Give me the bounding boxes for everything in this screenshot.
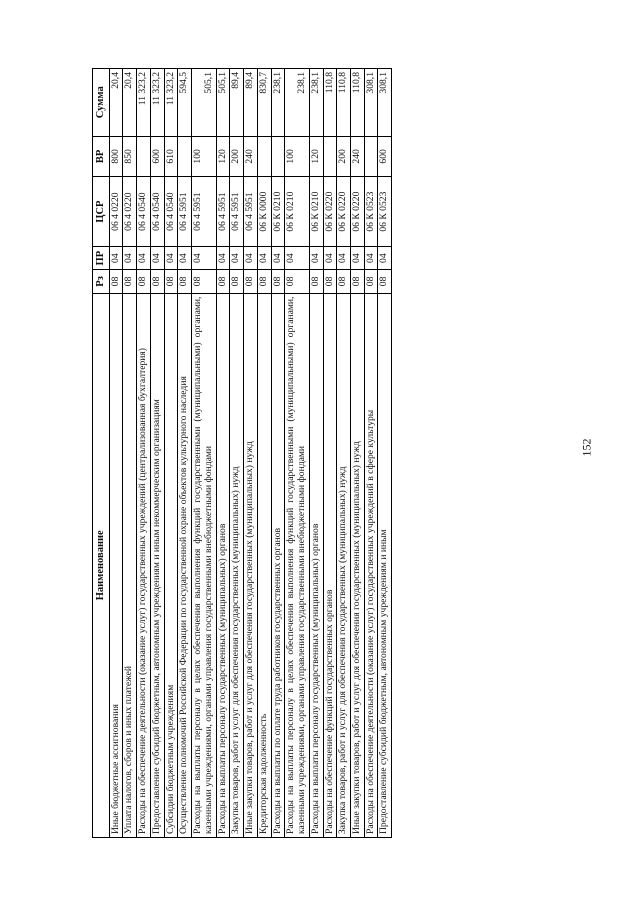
cell-vr [178, 136, 192, 177]
cell-sum: 830,7 [257, 69, 271, 137]
cell-rz: 08 [257, 270, 271, 293]
cell-rz: 08 [244, 270, 258, 293]
cell-name: Иные бюджетные ассигнования [109, 293, 123, 837]
cell-sum: 238,1 [309, 69, 323, 137]
cell-sum: 110,8 [350, 69, 364, 137]
cell-csr: 06 4 0220 [123, 177, 137, 247]
cell-vr: 240 [244, 136, 258, 177]
cell-pr: 04 [350, 247, 364, 270]
cell-rz: 08 [364, 270, 378, 293]
cell-sum: 20,4 [123, 69, 137, 137]
cell-rz: 08 [137, 270, 151, 293]
cell-rz: 08 [378, 270, 392, 293]
cell-name: Расходы на обеспечение деятельности (оказание услуг) государственных учреждений в сфере культуры [364, 293, 378, 837]
cell-name: Закупка товаров, работ и услуг для обеспечения государственных (муниципальных) нужд [337, 293, 351, 837]
cell-name: Иные закупки товаров, работ и услуг для обеспечения государственных (муниципальных) нужд [244, 293, 258, 837]
cell-name: Расходы на обеспечение функций государственных органов [323, 293, 337, 837]
cell-csr: 06 4 5951 [178, 177, 192, 247]
header-pr: ПР [93, 247, 110, 270]
header-vr: ВР [93, 136, 110, 177]
table-row [109, 69, 123, 838]
cell-csr: 06 К 0220 [350, 177, 364, 247]
cell-sum: 308,1 [364, 69, 378, 137]
table-row [350, 69, 364, 838]
table-row [216, 69, 230, 838]
cell-name: Расходы на выплаты по оплате труда работников государственных органов [271, 293, 285, 837]
cell-pr: 04 [123, 247, 137, 270]
table-row [230, 69, 244, 838]
table-row [378, 69, 392, 838]
table-header-row [93, 69, 110, 838]
cell-rz: 08 [337, 270, 351, 293]
cell-vr: 200 [230, 136, 244, 177]
cell-sum: 11 323,2 [137, 69, 151, 137]
cell-csr: 06 4 5951 [244, 177, 258, 247]
cell-pr: 04 [178, 247, 192, 270]
cell-csr: 06 4 0220 [109, 177, 123, 247]
cell-csr: 06 4 5951 [216, 177, 230, 247]
cell-name: Субсидии бюджетным учреждениям [164, 293, 178, 837]
cell-csr: 06 К 0523 [364, 177, 378, 247]
cell-pr: 04 [323, 247, 337, 270]
table-row [323, 69, 337, 838]
table-row [309, 69, 323, 838]
cell-sum: 110,8 [323, 69, 337, 137]
cell-csr: 06 К 0210 [285, 177, 309, 247]
cell-name: Расходы на выплаты персоналу государственных (муниципальных) органов [216, 293, 230, 837]
cell-pr: 04 [364, 247, 378, 270]
cell-csr: 06 4 5951 [192, 177, 216, 247]
header-rz: Рз [93, 270, 110, 293]
cell-sum: 505,1 [192, 69, 216, 137]
cell-name: Расходы на обеспечение деятельности (оказание услуг) государственных учреждений (централизованная бухгалтерия) [137, 293, 151, 837]
cell-name: Расходы на выплаты персоналу в целях обеспечения выполнения функций государственными (муниципальными) органами, казенными учреждениями, органами управления государственными внебюджетными фондами [285, 293, 309, 837]
cell-csr: 06 4 5951 [230, 177, 244, 247]
table-row [123, 69, 137, 838]
cell-rz: 08 [109, 270, 123, 293]
cell-csr: 06 К 0220 [323, 177, 337, 247]
cell-pr: 04 [192, 247, 216, 270]
cell-rz: 08 [271, 270, 285, 293]
table-row [364, 69, 378, 838]
cell-pr: 04 [285, 247, 309, 270]
table-row [271, 69, 285, 838]
cell-sum: 11 323,2 [150, 69, 164, 137]
cell-vr [271, 136, 285, 177]
cell-csr: 06 К 0210 [309, 177, 323, 247]
cell-sum: 594,5 [178, 69, 192, 137]
cell-vr: 240 [350, 136, 364, 177]
table-body [109, 69, 391, 838]
cell-pr: 04 [271, 247, 285, 270]
cell-rz: 08 [178, 270, 192, 293]
cell-pr: 04 [257, 247, 271, 270]
cell-rz: 08 [164, 270, 178, 293]
cell-rz: 08 [192, 270, 216, 293]
cell-rz: 08 [285, 270, 309, 293]
cell-vr: 850 [123, 136, 137, 177]
cell-vr: 600 [378, 136, 392, 177]
table-row [337, 69, 351, 838]
cell-csr: 06 4 0540 [150, 177, 164, 247]
cell-csr: 06 4 0540 [164, 177, 178, 247]
cell-csr: 06 4 0540 [137, 177, 151, 247]
cell-rz: 08 [123, 270, 137, 293]
cell-vr: 120 [309, 136, 323, 177]
cell-vr: 200 [337, 136, 351, 177]
cell-name: Предоставление субсидий бюджетным, автономным учреждениям и иным [378, 293, 392, 837]
cell-name: Расходы на выплаты персоналу государственных (муниципальных) органов [309, 293, 323, 837]
cell-name: Иные закупки товаров, работ и услуг для обеспечения государственных (муниципальных) нужд [350, 293, 364, 837]
budget-table [92, 68, 392, 838]
cell-rz: 08 [216, 270, 230, 293]
cell-vr [257, 136, 271, 177]
cell-vr [323, 136, 337, 177]
cell-sum: 238,1 [271, 69, 285, 137]
table-row [150, 69, 164, 838]
cell-csr: 06 К 0210 [271, 177, 285, 247]
header-csr: ЦСР [93, 177, 110, 247]
cell-rz: 08 [323, 270, 337, 293]
cell-pr: 04 [150, 247, 164, 270]
table-row [178, 69, 192, 838]
header-name: Наименование [93, 293, 110, 837]
cell-sum: 238,1 [285, 69, 309, 137]
cell-sum: 110,8 [337, 69, 351, 137]
cell-rz: 08 [230, 270, 244, 293]
cell-sum: 89,4 [244, 69, 258, 137]
cell-rz: 08 [309, 270, 323, 293]
cell-vr: 800 [109, 136, 123, 177]
cell-pr: 04 [109, 247, 123, 270]
cell-rz: 08 [150, 270, 164, 293]
cell-name: Предоставление субсидий бюджетным, автономным учреждениям и иным некоммерческим организациям [150, 293, 164, 837]
cell-pr: 04 [309, 247, 323, 270]
cell-vr: 120 [216, 136, 230, 177]
cell-rz: 08 [350, 270, 364, 293]
cell-sum: 20,4 [109, 69, 123, 137]
cell-csr: 06 К 0220 [337, 177, 351, 247]
cell-name: Кредиторская задолженность [257, 293, 271, 837]
cell-pr: 04 [137, 247, 151, 270]
cell-name: Осуществление полномочий Российской Федерации по государственной охране объектов культурного наследия [178, 293, 192, 837]
cell-sum: 89,4 [230, 69, 244, 137]
cell-csr: 06 К 0000 [257, 177, 271, 247]
cell-name: Расходы на выплаты персоналу в целях обеспечения выполнения функций государственными (муниципальными) органами, казенными учреждениями, органами управления государственными внебюджетными фондами [192, 293, 216, 837]
table-row [257, 69, 271, 838]
cell-sum: 308,1 [378, 69, 392, 137]
cell-pr: 04 [164, 247, 178, 270]
cell-vr: 100 [285, 136, 309, 177]
cell-pr: 04 [337, 247, 351, 270]
page-number: 152 [579, 438, 594, 457]
cell-vr: 610 [164, 136, 178, 177]
cell-pr: 04 [378, 247, 392, 270]
table-row [137, 69, 151, 838]
cell-vr [137, 136, 151, 177]
cell-vr: 100 [192, 136, 216, 177]
cell-name: Уплата налогов, сборов и иных платежей [123, 293, 137, 837]
cell-sum: 11 323,2 [164, 69, 178, 137]
table-row [192, 69, 216, 838]
header-sum: Сумма [93, 69, 110, 137]
cell-name: Закупка товаров, работ и услуг для обеспечения государственных (муниципальных) нужд [230, 293, 244, 837]
cell-pr: 04 [244, 247, 258, 270]
cell-vr: 600 [150, 136, 164, 177]
cell-vr [364, 136, 378, 177]
cell-pr: 04 [216, 247, 230, 270]
table-row [244, 69, 258, 838]
cell-sum: 505,1 [216, 69, 230, 137]
cell-csr: 06 К 0523 [378, 177, 392, 247]
cell-pr: 04 [230, 247, 244, 270]
table-row [285, 69, 309, 838]
table-row [164, 69, 178, 838]
budget-table-rotated-container [92, 68, 640, 838]
